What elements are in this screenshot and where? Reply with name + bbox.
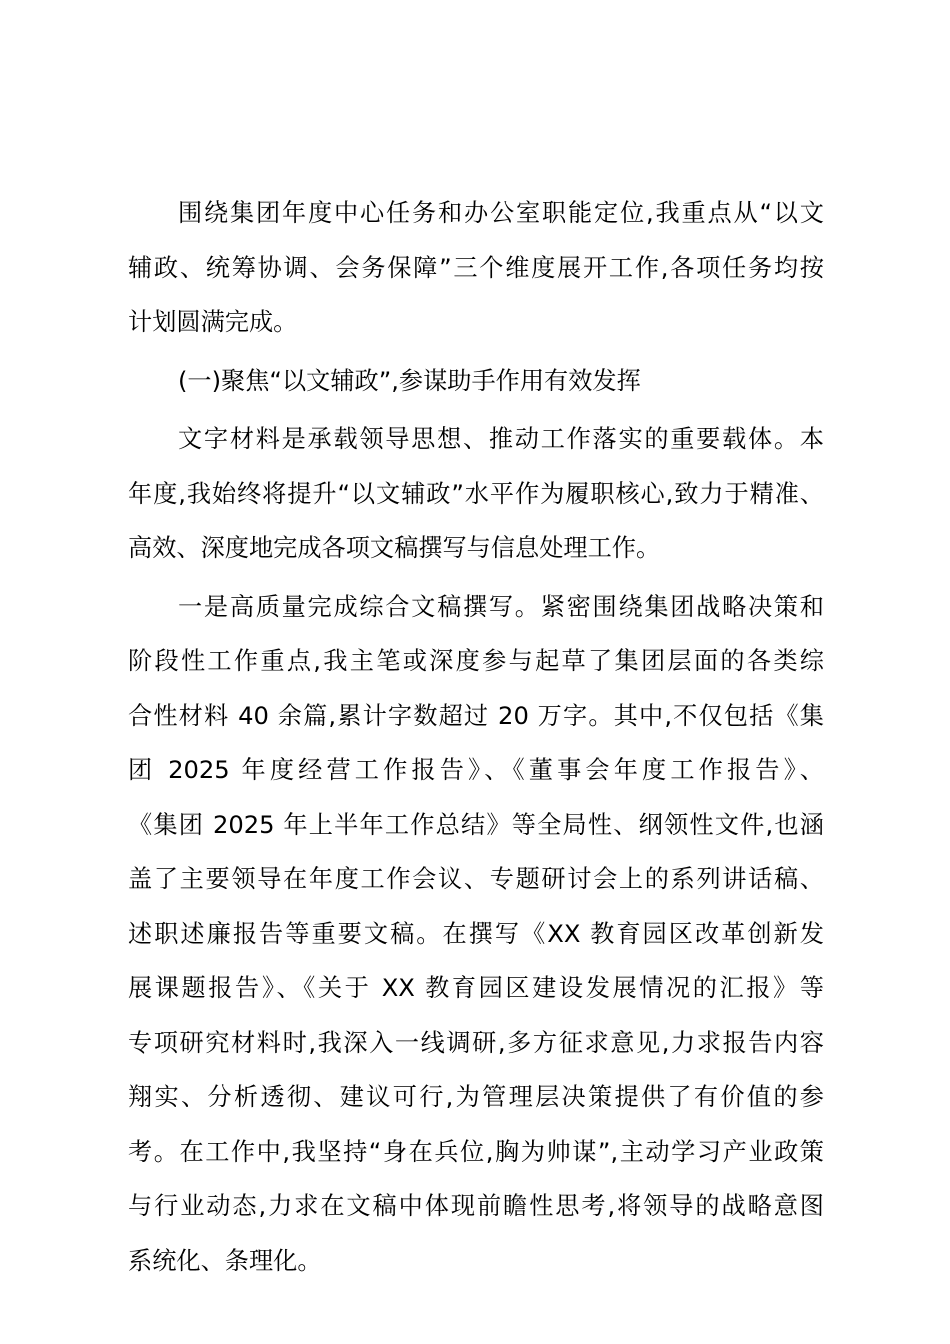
- text-line: 计划圆满完成。: [128, 308, 298, 336]
- section-heading: [128, 354, 824, 409]
- document-page: [128, 186, 824, 1288]
- text-line: 述职述廉报告等重要文稿。在撰写《XX 教育园区改革创新发: [128, 919, 824, 948]
- text-line: 盖了主要领导在年度工作会议、专题研讨会上的系列讲话稿、: [128, 865, 824, 893]
- text-line: 团 2025 年度经营工作报告》、《董事会年度工作报告》、: [128, 756, 824, 784]
- text-line: 与行业动态,力求在文稿中体现前瞻性思考,将领导的战略意图: [128, 1192, 824, 1220]
- text-line: 展课题报告》、《关于 XX 教育园区建设发展情况的汇报》等: [128, 974, 824, 1002]
- paragraph-point-one: [128, 580, 824, 1289]
- text-line: 合性材料 40 余篇,累计字数超过 20 万字。其中,不仅包括《集: [128, 701, 824, 730]
- text-line: 考。在工作中,我坚持“身在兵位,胸为帅谋”,主动学习产业政策: [128, 1137, 824, 1166]
- paragraph-overview: [128, 412, 824, 576]
- paragraph-intro: [128, 186, 824, 350]
- text-line: 专项研究材料时,我深入一线调研,多方征求意见,力求报告内容: [128, 1028, 824, 1057]
- heading-line: (一)聚焦“以文辅政”,参谋助手作用有效发挥: [178, 366, 641, 395]
- text-line: 《集团 2025 年上半年工作总结》等全局性、纲领性文件,也涵: [128, 810, 824, 839]
- text-line: 文字材料是承载领导思想、推动工作落实的重要载体。本: [178, 425, 824, 453]
- text-line: 围绕集团年度中心任务和办公室职能定位,我重点从“以文: [178, 199, 824, 227]
- text-line: 辅政、统筹协调、会务保障”三个维度展开工作,各项任务均按: [128, 253, 824, 282]
- text-line: 系统化、条理化。: [128, 1246, 322, 1275]
- text-line: 一是高质量完成综合文稿撰写。紧密围绕集团战略决策和: [178, 592, 824, 621]
- text-line: 翔实、分析透彻、建议可行,为管理层决策提供了有价值的参: [128, 1083, 824, 1111]
- text-line: 阶段性工作重点,我主笔或深度参与起草了集团层面的各类综: [128, 647, 824, 675]
- text-line: 年度,我始终将提升“以文辅政”水平作为履职核心,致力于精准、: [128, 479, 824, 508]
- text-line: 高效、深度地完成各项文稿撰写与信息处理工作。: [128, 534, 661, 562]
